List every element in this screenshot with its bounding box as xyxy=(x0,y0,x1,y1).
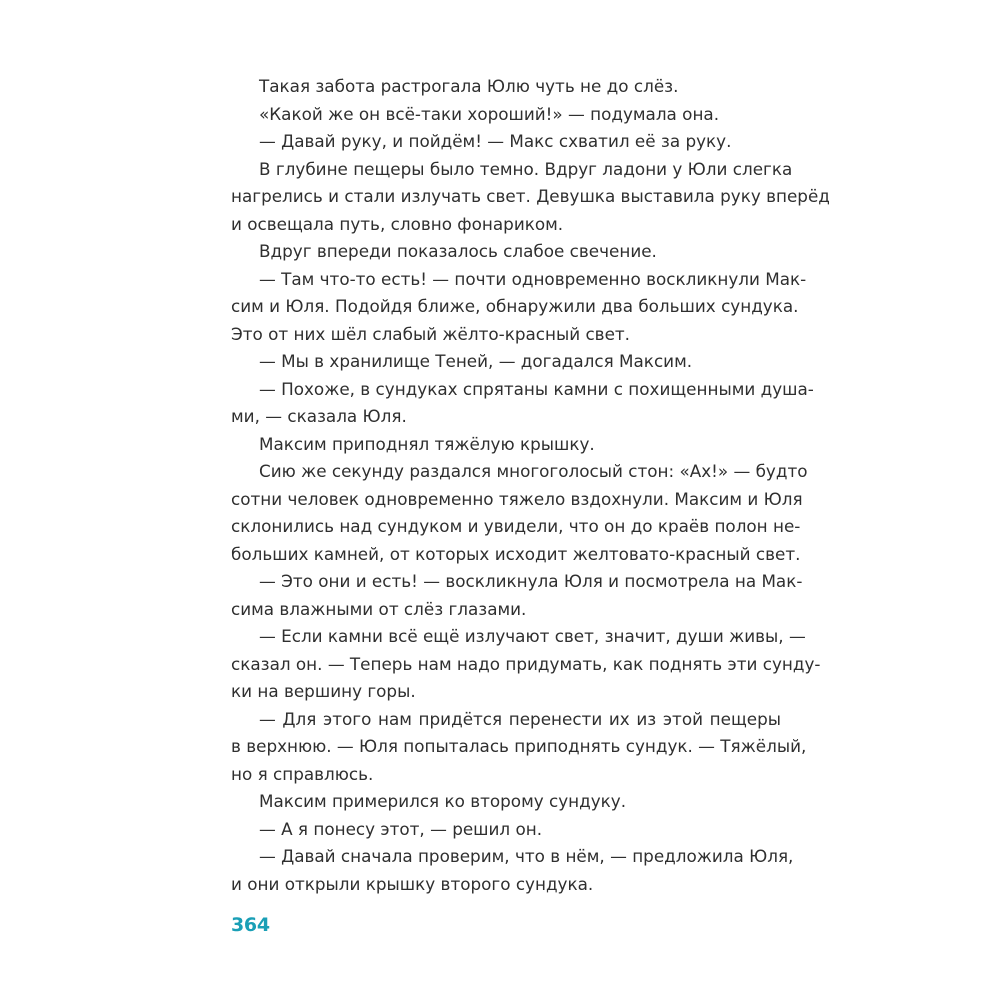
text-line: но я справлюсь. xyxy=(231,763,374,784)
text-line: «Какой же он всё-таки хороший!» — подумала она. xyxy=(259,103,720,124)
text-line: и они открыли крышку второго сундука. xyxy=(231,873,594,894)
text-line: — Похоже, в сундуках спрятаны камни с похищенными душа- xyxy=(259,378,814,399)
text-line: в верхнюю. — Юля попыталась приподнять сундук. — Тяжёлый, xyxy=(231,736,807,756)
text-line: Это от них шёл слабый жёлто-красный свет. xyxy=(231,323,631,344)
text-line: — Это они и есть! — воскликнула Юля и посмотрела на Мак- xyxy=(259,571,803,591)
text-line: Максим приподнял тяжёлую крышку. xyxy=(259,433,595,454)
text-line: — Для этого нам придётся перенести их из этой пещеры xyxy=(259,708,781,729)
text-line: Вдруг впереди показалось слабое свечение. xyxy=(259,241,657,261)
text-line: — Там что-то есть! — почти одновременно воскликнули Мак- xyxy=(259,268,807,289)
page-text xyxy=(231,73,830,898)
text-line: сотни человек одновременно тяжело вздохнули. Максим и Юля xyxy=(231,488,803,509)
page-number: 364 xyxy=(231,914,270,936)
text-line: сим и Юля. Подойдя ближе, обнаружили два больших сундука. xyxy=(231,296,799,316)
text-line: — А я понесу этот, — решил он. xyxy=(259,818,543,839)
text-line: сима влажными от слёз глазами. xyxy=(231,598,527,619)
text-line: — Если камни всё ещё излучают свет, значит, души живы, — xyxy=(259,626,806,646)
text-line: Максим примерился ко второму сундуку. xyxy=(259,791,627,811)
text-line: сказал он. — Теперь нам надо придумать, как поднять эти сунду- xyxy=(231,653,821,674)
text-line: В глубине пещеры было темно. Вдруг ладони у Юли слегка xyxy=(259,158,793,179)
text-line: больших камней, от которых исходит желтовато-красный свет. xyxy=(231,543,801,564)
text-line: — Мы в хранилище Теней, — догадался Максим. xyxy=(259,351,693,371)
text-line: и освещала путь, словно фонариком. xyxy=(231,213,564,234)
text-line: склонились над сундуком и увидели, что он до краёв полон не- xyxy=(231,516,801,536)
text-line: — Давай руку, и пойдём! — Макс схватил её за руку. xyxy=(259,131,732,151)
text-line: Сию же секунду раздался многоголосый стон: «Ах!» — будто xyxy=(259,461,808,481)
text-line: нагрелись и стали излучать свет. Девушка выставила руку вперёд xyxy=(231,186,830,206)
text-line: Такая забота растрогала Юлю чуть не до слёз. xyxy=(259,76,679,96)
text-line: ки на вершину горы. xyxy=(231,681,416,701)
text-line: ми, — сказала Юля. xyxy=(231,406,407,426)
text-line: — Давай сначала проверим, что в нём, — предложила Юля, xyxy=(259,846,794,866)
